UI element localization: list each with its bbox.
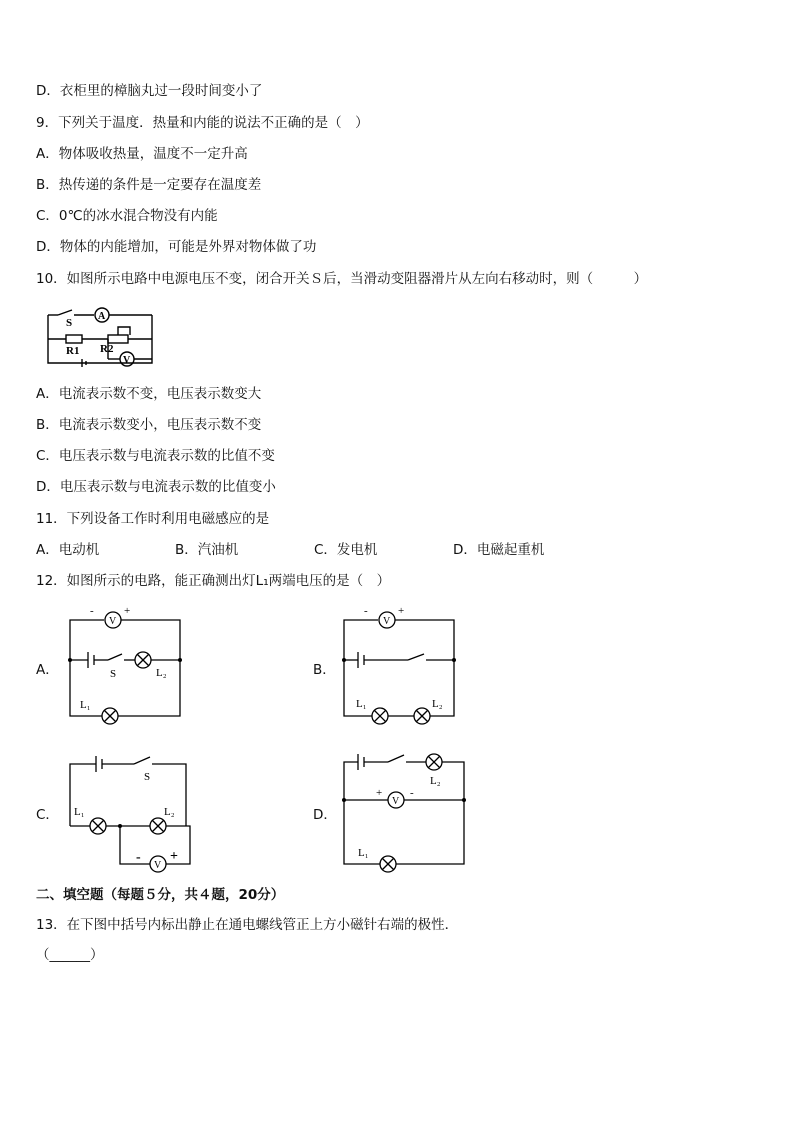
q12c-plus: + (170, 849, 178, 864)
q11-option-a: A．电动机 (36, 542, 100, 558)
q12d-voltmeter-label: V (392, 796, 400, 807)
q13-stem: 13．在下图中括号内标出静止在通电螺线管正上方小磁针右端的极性． (36, 917, 459, 933)
q9-option-b: B．热传递的条件是一定要存在温度差 (36, 177, 262, 193)
q12c-l2-label: L₂ (164, 806, 175, 818)
q10-option-d: D．电压表示数与电流表示数的比值变小 (36, 479, 276, 495)
q12c-minus: - (136, 850, 141, 865)
q10-option-b: B．电流表示数变小，电压表示数不变 (36, 417, 262, 433)
q12c-switch-label: S (144, 771, 151, 783)
q10-r2-label: R2 (100, 343, 114, 355)
q10-r1-label: R1 (66, 345, 80, 357)
q9-option-d: D．物体的内能增加，可能是外界对物体做了功 (36, 239, 317, 255)
q11-stem: 11．下列设备工作时利用电磁感应的是 (36, 511, 270, 527)
q12-option-c-letter: C． (36, 807, 59, 823)
q10-option-c: C．电压表示数与电流表示数的比值不变 (36, 448, 275, 464)
q13-answer-blank: （______） (36, 947, 104, 963)
q12d-l1-label: L₁ (358, 847, 369, 859)
q12a-plus: + (124, 605, 131, 617)
q12c-l1-label: L₁ (74, 806, 85, 818)
q12c-voltmeter-label: V (154, 860, 162, 871)
q12-circuit-c (60, 752, 200, 870)
q9-stem: 9．下列关于温度．热量和内能的说法不正确的是（ ） (36, 115, 369, 131)
q12a-voltmeter-label: V (109, 616, 117, 627)
q12b-l2-label: L₂ (432, 698, 443, 710)
q10-switch-label: S (66, 317, 73, 329)
q12b-minus: - (364, 605, 368, 617)
q12d-l2-label: L₂ (430, 775, 441, 787)
q10-circuit-diagram (44, 307, 156, 369)
q12-option-a-letter: A． (36, 662, 59, 678)
q10-ammeter-label: A (98, 311, 106, 322)
q12-option-b-letter: B． (313, 662, 336, 678)
q12a-minus: - (90, 605, 94, 617)
q12-circuit-d (336, 750, 476, 872)
q11-option-c: C．发电机 (314, 542, 378, 558)
q12b-voltmeter-label: V (383, 616, 391, 627)
q10-stem: 10．如图所示电路中电源电压不变，闭合开关Ｓ后，当滑动变阻器滑片从左向右移动时，则（ ） (36, 271, 648, 287)
q10-option-a: A．电流表示数不变，电压表示数变大 (36, 386, 262, 402)
q8-option-d: D．衣柜里的樟脑丸过一段时间变小了 (36, 83, 263, 99)
q11-option-b: B．汽油机 (175, 542, 239, 558)
q9-option-a: A．物体吸收热量，温度不一定升高 (36, 146, 248, 162)
q12a-l1-label: L₁ (80, 699, 91, 711)
q11-option-d: D．电磁起重机 (453, 542, 545, 558)
q12b-plus: + (398, 605, 405, 617)
q12a-switch-label: S (110, 668, 117, 680)
q12a-l2-label: L₂ (156, 667, 167, 679)
q12-circuit-a (60, 604, 190, 722)
q10-voltmeter-label: V (123, 355, 131, 366)
q12d-plus: + (376, 787, 383, 799)
q9-option-c: C．0℃的冰水混合物没有内能 (36, 208, 218, 224)
q12b-l1-label: L₁ (356, 698, 367, 710)
q12d-minus: - (410, 787, 414, 799)
section-2-heading: 二、填空题（每题５分，共４题，20分） (36, 887, 285, 903)
q12-stem: 12．如图所示的电路，能正确测出灯L₁两端电压的是（ ） (36, 573, 391, 589)
q12-option-d-letter: D． (313, 807, 337, 823)
q12-circuit-b (336, 604, 466, 722)
